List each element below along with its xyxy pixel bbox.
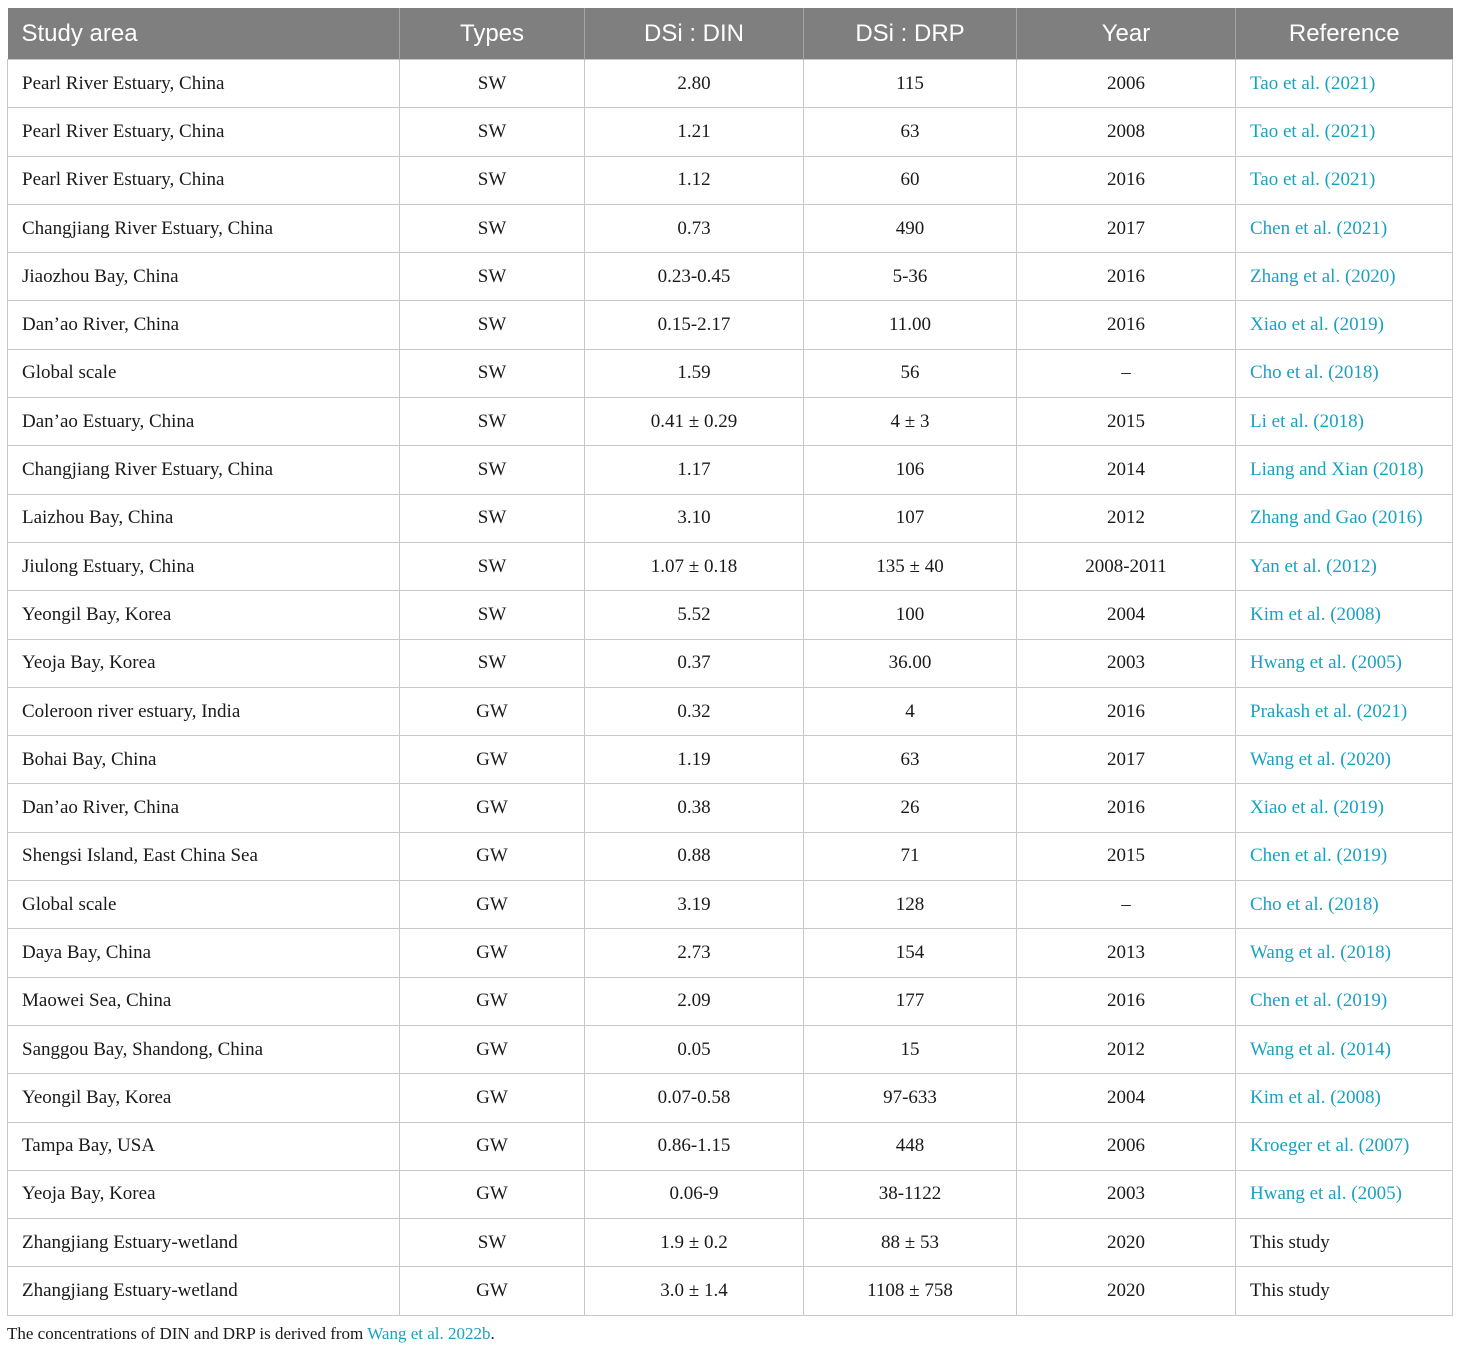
table-row (8, 1170, 1453, 1218)
header-reference: Reference (1236, 8, 1453, 60)
cell-reference (1236, 156, 1453, 204)
reference-link[interactable]: Tao et al. (2021) (1250, 120, 1376, 142)
cell-dsi-drp: 15 (804, 1025, 1017, 1073)
cell-reference (1236, 784, 1453, 832)
cell-type: SW (400, 349, 585, 397)
cell-type: GW (400, 1025, 585, 1073)
cell-study-area: Changjiang River Estuary, China (8, 204, 400, 252)
header-dsi-din: DSi : DIN (585, 8, 804, 60)
cell-year: 2012 (1017, 494, 1236, 542)
table-row (8, 253, 1453, 301)
cell-reference (1236, 591, 1453, 639)
cell-dsi-drp: 135 ± 40 (804, 542, 1017, 590)
cell-dsi-drp: 1108 ± 758 (804, 1267, 1017, 1315)
reference-link[interactable]: Kim et al. (2008) (1250, 1086, 1381, 1108)
cell-year: 2003 (1017, 639, 1236, 687)
cell-reference (1236, 542, 1453, 590)
cell-dsi-din: 5.52 (585, 591, 804, 639)
table-row (8, 398, 1453, 446)
cell-type: SW (400, 204, 585, 252)
footnote-reference-link[interactable]: Wang et al. 2022b (367, 1324, 491, 1343)
table-row (8, 204, 1453, 252)
cell-reference (1236, 736, 1453, 784)
cell-type: SW (400, 591, 585, 639)
table-row (8, 494, 1453, 542)
cell-study-area: Yeongil Bay, Korea (8, 591, 400, 639)
cell-reference (1236, 1267, 1453, 1315)
cell-study-area: Pearl River Estuary, China (8, 156, 400, 204)
reference-link[interactable]: Tao et al. (2021) (1250, 72, 1376, 94)
cell-dsi-din: 2.09 (585, 977, 804, 1025)
table-container (7, 8, 1452, 1316)
cell-study-area: Bohai Bay, China (8, 736, 400, 784)
cell-year: 2016 (1017, 156, 1236, 204)
cell-dsi-drp: 115 (804, 60, 1017, 108)
cell-type: GW (400, 1267, 585, 1315)
cell-year: 2015 (1017, 832, 1236, 880)
cell-study-area: Dan’ao Estuary, China (8, 398, 400, 446)
table-row (8, 929, 1453, 977)
cell-study-area: Jiulong Estuary, China (8, 542, 400, 590)
cell-type: SW (400, 639, 585, 687)
cell-year: 2004 (1017, 1074, 1236, 1122)
cell-dsi-drp: 71 (804, 832, 1017, 880)
cell-type: GW (400, 881, 585, 929)
cell-reference (1236, 639, 1453, 687)
cell-study-area: Global scale (8, 881, 400, 929)
cell-dsi-din: 1.17 (585, 446, 804, 494)
header-types: Types (400, 8, 585, 60)
cell-type: SW (400, 108, 585, 156)
table-header (8, 8, 1453, 60)
cell-year: 2017 (1017, 204, 1236, 252)
cell-dsi-din: 0.86-1.15 (585, 1122, 804, 1170)
reference-link[interactable]: Zhang and Gao (2016) (1250, 507, 1423, 529)
cell-dsi-din: 0.05 (585, 1025, 804, 1073)
cell-dsi-drp: 38-1122 (804, 1170, 1017, 1218)
cell-dsi-din: 1.9 ± 0.2 (585, 1219, 804, 1267)
header-year: Year (1017, 8, 1236, 60)
reference-link[interactable]: Xiao et al. (2019) (1250, 797, 1385, 819)
table-row (8, 784, 1453, 832)
cell-year: 2008-2011 (1017, 542, 1236, 590)
table-row (8, 108, 1453, 156)
cell-dsi-drp: 106 (804, 446, 1017, 494)
cell-type: GW (400, 832, 585, 880)
cell-reference (1236, 1122, 1453, 1170)
cell-dsi-din: 0.38 (585, 784, 804, 832)
table-row (8, 1074, 1453, 1122)
table-row (8, 832, 1453, 880)
table-row (8, 1122, 1453, 1170)
reference-link[interactable]: Cho et al. (2018) (1250, 893, 1379, 915)
reference-link[interactable]: Wang et al. (2018) (1250, 941, 1391, 963)
cell-dsi-din: 0.41 ± 0.29 (585, 398, 804, 446)
table-row (8, 639, 1453, 687)
cell-dsi-din: 3.10 (585, 494, 804, 542)
cell-type: GW (400, 1074, 585, 1122)
table-row (8, 1267, 1453, 1315)
reference-link[interactable]: Kim et al. (2008) (1250, 603, 1381, 625)
reference-link[interactable]: Prakash et al. (2021) (1250, 700, 1408, 722)
table-row (8, 349, 1453, 397)
cell-reference (1236, 204, 1453, 252)
cell-study-area: Yeongil Bay, Korea (8, 1074, 400, 1122)
cell-type: SW (400, 60, 585, 108)
cell-study-area: Sanggou Bay, Shandong, China (8, 1025, 400, 1073)
cell-dsi-din: 1.21 (585, 108, 804, 156)
cell-year: 2015 (1017, 398, 1236, 446)
cell-reference (1236, 301, 1453, 349)
reference-link[interactable]: Kroeger et al. (2007) (1250, 1135, 1410, 1157)
cell-type: SW (400, 494, 585, 542)
cell-reference (1236, 687, 1453, 735)
cell-dsi-din: 0.32 (585, 687, 804, 735)
cell-study-area: Yeoja Bay, Korea (8, 639, 400, 687)
cell-year: 2006 (1017, 1122, 1236, 1170)
cell-dsi-din: 0.23-0.45 (585, 253, 804, 301)
cell-reference (1236, 108, 1453, 156)
table-row (8, 977, 1453, 1025)
cell-dsi-din: 1.59 (585, 349, 804, 397)
cell-reference (1236, 60, 1453, 108)
reference-link[interactable]: Xiao et al. (2019) (1250, 314, 1385, 336)
cell-study-area: Jiaozhou Bay, China (8, 253, 400, 301)
cell-dsi-drp: 88 ± 53 (804, 1219, 1017, 1267)
cell-year: 2003 (1017, 1170, 1236, 1218)
cell-study-area: Dan’ao River, China (8, 784, 400, 832)
cell-dsi-drp: 177 (804, 977, 1017, 1025)
table-row (8, 156, 1453, 204)
cell-dsi-drp: 63 (804, 108, 1017, 156)
cell-type: SW (400, 253, 585, 301)
cell-year: – (1017, 881, 1236, 929)
cell-dsi-din: 0.37 (585, 639, 804, 687)
reference-link[interactable]: Wang et al. (2014) (1250, 1038, 1391, 1060)
reference-link[interactable]: Zhang et al. (2020) (1250, 265, 1396, 287)
table-row (8, 736, 1453, 784)
cell-year: 2020 (1017, 1219, 1236, 1267)
cell-year: – (1017, 349, 1236, 397)
cell-year: 2016 (1017, 253, 1236, 301)
cell-study-area: Daya Bay, China (8, 929, 400, 977)
reference-link[interactable]: Li et al. (2018) (1250, 410, 1364, 432)
cell-dsi-din: 0.88 (585, 832, 804, 880)
cell-dsi-din: 0.07-0.58 (585, 1074, 804, 1122)
reference-link[interactable]: Chen et al. (2019) (1250, 990, 1388, 1012)
cell-reference (1236, 1219, 1453, 1267)
table-body (8, 60, 1453, 1316)
reference-link[interactable]: Liang and Xian (2018) (1250, 459, 1424, 481)
cell-dsi-drp: 100 (804, 591, 1017, 639)
cell-study-area: Laizhou Bay, China (8, 494, 400, 542)
cell-dsi-din: 0.15-2.17 (585, 301, 804, 349)
cell-reference (1236, 349, 1453, 397)
cell-type: GW (400, 1122, 585, 1170)
table-row (8, 1219, 1453, 1267)
cell-dsi-drp: 128 (804, 881, 1017, 929)
reference-link[interactable]: Chen et al. (2019) (1250, 845, 1388, 867)
cell-dsi-din: 2.73 (585, 929, 804, 977)
reference-link[interactable]: Hwang et al. (2005) (1250, 652, 1402, 674)
cell-study-area: Global scale (8, 349, 400, 397)
cell-study-area: Pearl River Estuary, China (8, 60, 400, 108)
cell-dsi-din: 0.06-9 (585, 1170, 804, 1218)
cell-dsi-drp: 4 ± 3 (804, 398, 1017, 446)
table-row (8, 881, 1453, 929)
cell-study-area: Shengsi Island, East China Sea (8, 832, 400, 880)
cell-type: GW (400, 977, 585, 1025)
cell-reference (1236, 1170, 1453, 1218)
table-row (8, 301, 1453, 349)
table-footnote (7, 1324, 495, 1344)
cell-dsi-drp: 4 (804, 687, 1017, 735)
cell-study-area: Yeoja Bay, Korea (8, 1170, 400, 1218)
reference-text: This study (1250, 1280, 1330, 1302)
cell-reference (1236, 881, 1453, 929)
cell-dsi-drp: 56 (804, 349, 1017, 397)
cell-year: 2016 (1017, 784, 1236, 832)
reference-link[interactable]: Chen et al. (2021) (1250, 217, 1388, 239)
cell-reference (1236, 494, 1453, 542)
header-dsi-drp: DSi : DRP (804, 8, 1017, 60)
table-row (8, 446, 1453, 494)
cell-year: 2016 (1017, 977, 1236, 1025)
cell-reference (1236, 253, 1453, 301)
cell-year: 2020 (1017, 1267, 1236, 1315)
cell-dsi-drp: 97-633 (804, 1074, 1017, 1122)
header-row (8, 8, 1453, 60)
cell-dsi-din: 1.19 (585, 736, 804, 784)
cell-dsi-drp: 107 (804, 494, 1017, 542)
cell-study-area: Pearl River Estuary, China (8, 108, 400, 156)
cell-type: GW (400, 736, 585, 784)
cell-year: 2004 (1017, 591, 1236, 639)
cell-study-area: Changjiang River Estuary, China (8, 446, 400, 494)
cell-study-area: Dan’ao River, China (8, 301, 400, 349)
table-row (8, 542, 1453, 590)
cell-reference (1236, 446, 1453, 494)
cell-year: 2013 (1017, 929, 1236, 977)
cell-dsi-drp: 154 (804, 929, 1017, 977)
cell-dsi-drp: 26 (804, 784, 1017, 832)
cell-dsi-din: 1.07 ± 0.18 (585, 542, 804, 590)
cell-year: 2016 (1017, 301, 1236, 349)
cell-dsi-din: 0.73 (585, 204, 804, 252)
cell-reference (1236, 398, 1453, 446)
cell-year: 2012 (1017, 1025, 1236, 1073)
cell-study-area: Coleroon river estuary, India (8, 687, 400, 735)
cell-dsi-din: 2.80 (585, 60, 804, 108)
table-row (8, 687, 1453, 735)
reference-link[interactable]: Tao et al. (2021) (1250, 169, 1376, 191)
cell-dsi-din: 3.0 ± 1.4 (585, 1267, 804, 1315)
cell-reference (1236, 977, 1453, 1025)
cell-type: GW (400, 1170, 585, 1218)
reference-text: This study (1250, 1231, 1330, 1253)
cell-year: 2016 (1017, 687, 1236, 735)
cell-reference (1236, 1025, 1453, 1073)
reference-link[interactable]: Yan et al. (2012) (1250, 555, 1377, 577)
cell-dsi-din: 1.12 (585, 156, 804, 204)
cell-year: 2006 (1017, 60, 1236, 108)
cell-year: 2008 (1017, 108, 1236, 156)
cell-dsi-drp: 60 (804, 156, 1017, 204)
table-row (8, 60, 1453, 108)
reference-link[interactable]: Hwang et al. (2005) (1250, 1183, 1402, 1205)
header-study-area: Study area (8, 8, 400, 60)
table-row (8, 591, 1453, 639)
footnote-suffix: . (490, 1324, 495, 1343)
cell-type: GW (400, 687, 585, 735)
cell-year: 2014 (1017, 446, 1236, 494)
cell-type: SW (400, 301, 585, 349)
cell-year: 2017 (1017, 736, 1236, 784)
cell-study-area: Zhangjiang Estuary-wetland (8, 1267, 400, 1315)
cell-type: GW (400, 929, 585, 977)
cell-type: SW (400, 398, 585, 446)
data-table (7, 8, 1453, 1316)
cell-type: SW (400, 446, 585, 494)
reference-link[interactable]: Wang et al. (2020) (1250, 748, 1391, 770)
cell-reference (1236, 832, 1453, 880)
cell-type: SW (400, 1219, 585, 1267)
cell-dsi-drp: 11.00 (804, 301, 1017, 349)
cell-dsi-din: 3.19 (585, 881, 804, 929)
cell-study-area: Zhangjiang Estuary-wetland (8, 1219, 400, 1267)
reference-link[interactable]: Cho et al. (2018) (1250, 362, 1379, 384)
table-row (8, 1025, 1453, 1073)
cell-dsi-drp: 448 (804, 1122, 1017, 1170)
cell-study-area: Maowei Sea, China (8, 977, 400, 1025)
cell-study-area: Tampa Bay, USA (8, 1122, 400, 1170)
cell-dsi-drp: 63 (804, 736, 1017, 784)
cell-dsi-drp: 36.00 (804, 639, 1017, 687)
footnote-text: The concentrations of DIN and DRP is derived from (7, 1324, 368, 1343)
cell-type: SW (400, 156, 585, 204)
cell-type: SW (400, 542, 585, 590)
cell-reference (1236, 1074, 1453, 1122)
cell-dsi-drp: 5-36 (804, 253, 1017, 301)
cell-dsi-drp: 490 (804, 204, 1017, 252)
cell-reference (1236, 929, 1453, 977)
cell-type: GW (400, 784, 585, 832)
